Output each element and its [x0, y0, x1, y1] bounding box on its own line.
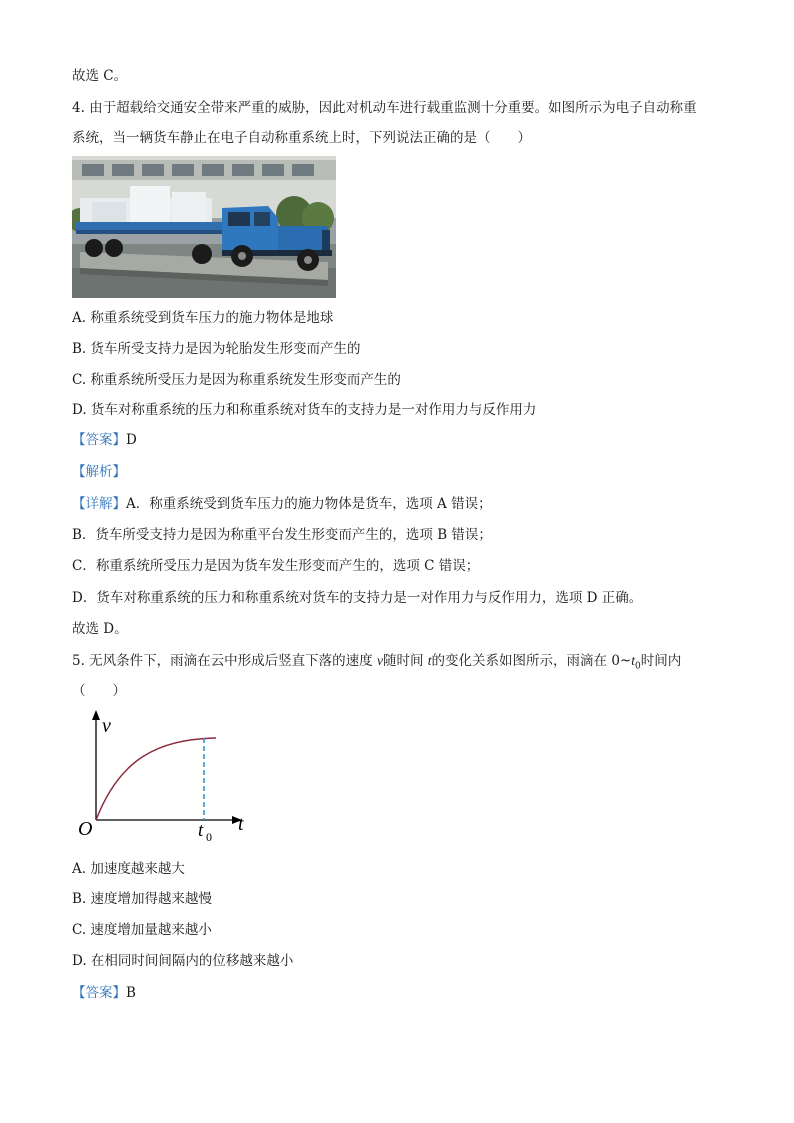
var-t0: t [631, 653, 635, 668]
q5-stem-line2: （ ） [72, 683, 126, 699]
velocity-curve [96, 738, 214, 820]
q4-conclusion: 故选 D。 [72, 621, 128, 637]
q4-detail-line1 [72, 494, 492, 514]
q5-stem-text-2: 随时间 [382, 653, 428, 669]
analysis-tag: 【解析】 [72, 464, 126, 480]
q5-option-c: C. 速度增加量越来越小 [72, 922, 212, 938]
q4-analysis-heading [72, 462, 126, 482]
t0-label: t [198, 820, 204, 841]
detail-tag: 【详解】 [72, 496, 126, 512]
origin-label: O [78, 818, 93, 840]
answer-tag: 【答案】 [72, 432, 126, 448]
q5-option-b: B. 速度增加得越来越慢 [72, 891, 213, 907]
q5-stem-text-3: 的变化关系如图所示，雨滴在 0~ [431, 653, 632, 669]
q4-option-c: C. 称重系统所受压力是因为称重系统发生形变而产生的 [72, 372, 401, 388]
previous-conclusion: 故选 C。 [72, 68, 128, 84]
q5-answer [72, 983, 136, 1003]
var-t: t [427, 653, 432, 668]
answer-value: D [126, 432, 137, 448]
q4-option-a: A. 称重系统受到货车压力的施力物体是地球 [72, 310, 334, 326]
y-axis-arrow [92, 710, 100, 720]
q4-detail-line4: D．货车对称重系统的压力和称重系统对货车的支持力是一对作用力与反作用力，选项 D 正确。 [72, 590, 643, 606]
q4-stem-line1: 4. 由于超载给交通安全带来严重的威胁，因此对机动车进行载重监测十分重要。如图所示为电子自动称重 [72, 100, 697, 116]
q5-stem-text-4: 时间内 [640, 653, 682, 669]
truck-weighing-photo [72, 156, 336, 298]
q4-option-d: D. 货车对称重系统的压力和称重系统对货车的支持力是一对作用力与反作用力 [72, 402, 537, 418]
q5-option-d: D. 在相同时间间隔内的位移越来越小 [72, 953, 294, 969]
q4-detail-line3: C．称重系统所受压力是因为货车发生形变而产生的，选项 C 错误； [72, 558, 480, 574]
var-v: v [376, 653, 383, 668]
detail-text-a: A．称重系统受到货车压力的施力物体是货车，选项 A 错误； [126, 496, 492, 512]
q4-option-b: B. 货车所受支持力是因为轮胎发生形变而产生的 [72, 341, 361, 357]
q4-detail-line2: B．货车所受支持力是因为称重平台发生形变而产生的，选项 B 错误； [72, 527, 492, 543]
t0-subscript: 0 [206, 830, 212, 844]
answer-value: B [126, 985, 136, 1001]
q5-stem-text-1: 5. 无风条件下，雨滴在云中形成后竖直下落的速度 [72, 653, 377, 669]
x-axis-label: t [238, 813, 244, 835]
velocity-time-graph [72, 708, 262, 848]
answer-tag: 【答案】 [72, 985, 126, 1001]
var-t0-subscript: 0 [635, 661, 641, 672]
q5-option-a: A. 加速度越来越大 [72, 861, 185, 877]
q5-stem-line1 [72, 651, 681, 677]
q4-answer [72, 430, 137, 450]
y-axis-label: v [102, 715, 111, 737]
q4-stem-line2: 系统，当一辆货车静止在电子自动称重系统上时，下列说法正确的是（ ） [72, 130, 531, 146]
